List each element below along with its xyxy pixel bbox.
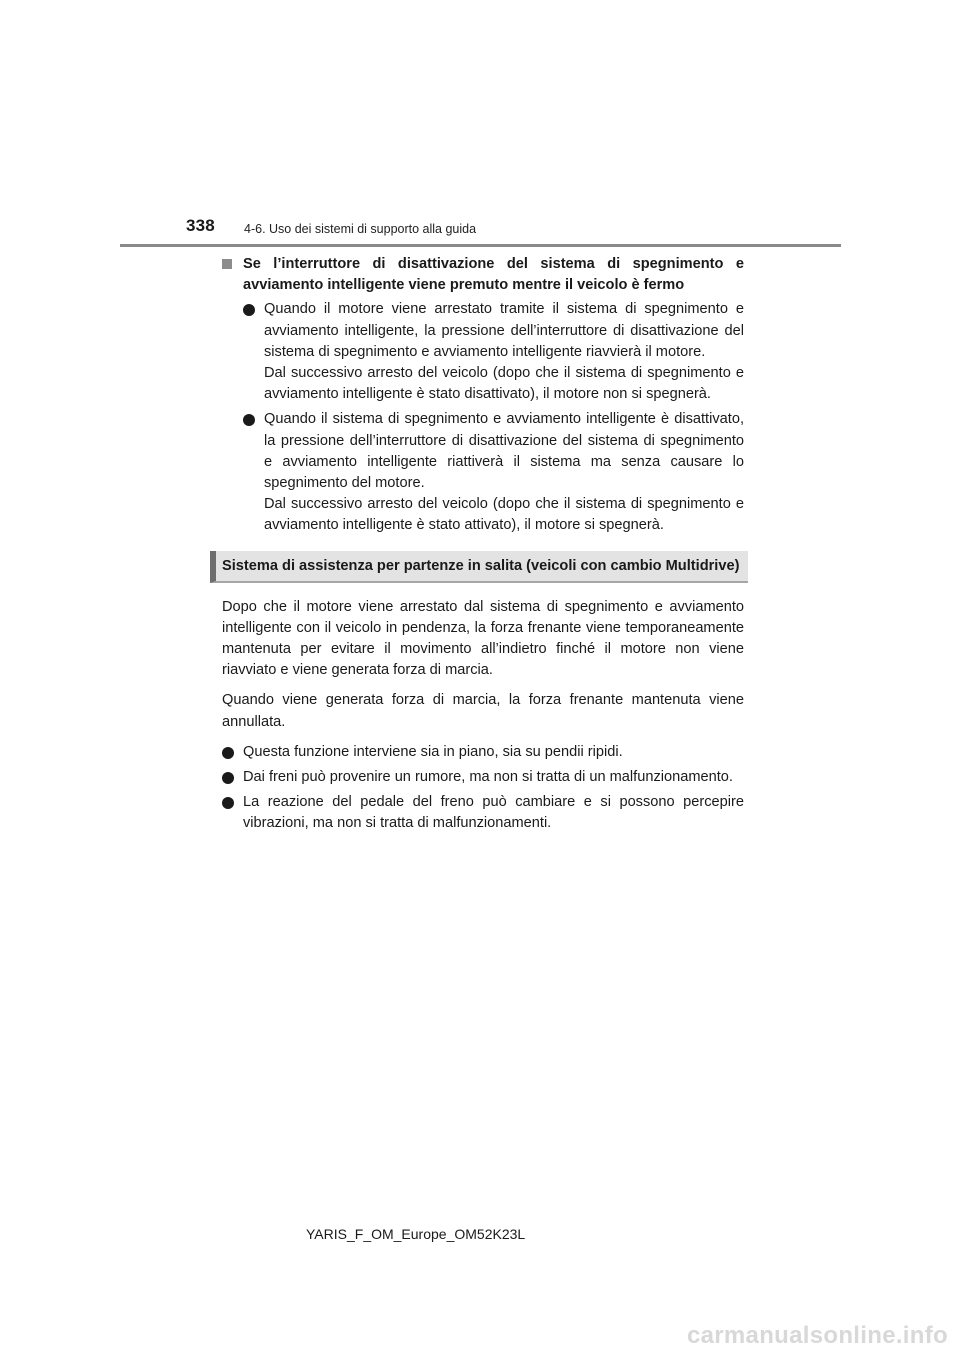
bullet-text: Dai freni può provenire un rumore, ma non si tratta di un malfunzionamento. — [243, 769, 733, 786]
header-rule — [120, 244, 841, 247]
list-item — [243, 299, 744, 405]
bullet-paragraph: Dal successivo arresto del veicolo (dopo che il sistema di spegnimento e avviamento intelligente è stato disattivato), il motore non si spegnerà. — [264, 365, 744, 403]
list-item — [222, 792, 744, 834]
list-item — [243, 409, 744, 536]
list-item — [222, 742, 744, 763]
bullet-dot-icon — [222, 772, 234, 784]
bullet-dot-icon — [222, 747, 234, 759]
bullet-dot-icon — [243, 304, 255, 316]
bullet-dot-icon — [243, 414, 255, 426]
bullet-text: La reazione del pedale del freno può cambiare e si possono percepire vibrazioni, ma non si tratta di malfunzionamenti. — [243, 794, 744, 832]
body-paragraph: Dopo che il motore viene arrestato dal sistema di spegnimento e avviamento intelligente con il veicolo in pendenza, la forza frenante viene temporaneamente mantenuta per evitare il movimento all’indietro finché il motore non viene riavviato e viene generata forza di marcia. — [222, 598, 744, 679]
square-bullet-icon — [222, 259, 232, 269]
bullet-text: Questa funzione interviene sia in piano, sia su pendii ripidi. — [243, 743, 623, 760]
section-title: 4-6. Uso dei sistemi di supporto alla guida — [244, 222, 477, 236]
bullet-paragraph: Dal successivo arresto del veicolo (dopo che il sistema di spegnimento e avviamento intelligente è stato attivato), il motore si spegnerà. — [264, 496, 744, 534]
section-heading-box: Sistema di assistenza per partenze in salita (veicoli con cambio Multidrive) — [210, 551, 748, 583]
bullet-list — [222, 742, 744, 835]
sub-heading-text: Se l’interruttore di disattivazione del sistema di spegnimento e avviamento intelligente viene premuto mentre il veicolo è fermo — [243, 256, 744, 294]
page-content — [222, 254, 744, 839]
bullet-dot-icon — [222, 797, 234, 809]
bullet-paragraph: Quando il motore viene arrestato tramite il sistema di spegnimento e avviamento intelligente, la pressione dell’interruttore di disattivazione del sistema di spegnimento e avviamento intelligente riavvierà il motore. — [264, 301, 744, 360]
sub-bullet-list — [243, 299, 744, 536]
bullet-paragraph: Quando il sistema di spegnimento e avviamento intelligente è disattivato, la pressione dell’interruttore di disattivazione del sistema di spegnimento e avviamento intelligente riattiverà il sistema ma senza causare lo spegnimento del motore. — [264, 411, 744, 492]
watermark: carmanualsonline.info — [686, 1322, 948, 1349]
document-code: YARIS_F_OM_Europe_OM52K23L — [306, 1226, 526, 1242]
page-number: 338 — [186, 216, 215, 235]
list-item — [222, 767, 744, 788]
body-paragraph: Quando viene generata forza di marcia, la forza frenante mantenuta viene annullata. — [222, 692, 744, 730]
sub-heading — [222, 254, 744, 296]
